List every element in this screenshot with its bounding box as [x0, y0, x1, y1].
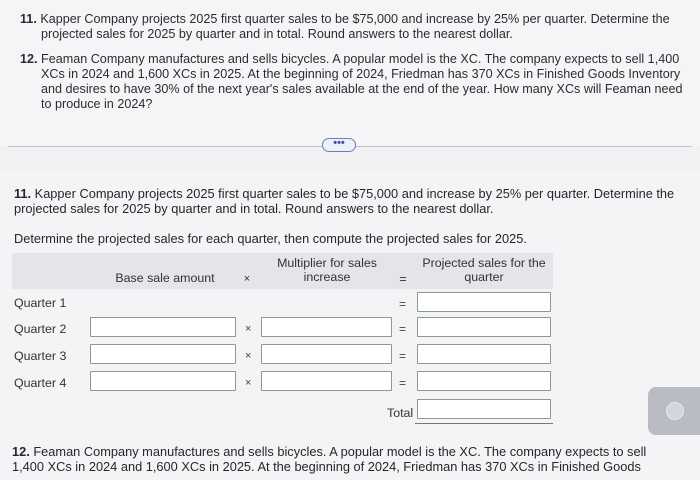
row-label-quarter-4: Quarter 4: [14, 376, 67, 390]
row-label-quarter-2: Quarter 2: [14, 322, 67, 336]
header-base-amount: Base sale amount: [115, 271, 215, 285]
quarter-4-base-input[interactable]: [90, 371, 236, 391]
equals-sign: =: [399, 376, 407, 390]
times-sign: ×: [245, 377, 252, 389]
quarter-4-multiplier-input[interactable]: [261, 371, 392, 391]
header-multiplier: Multiplier for sales increase: [277, 256, 377, 284]
total-projected-input[interactable]: [417, 399, 551, 419]
question-number: 12.: [20, 52, 38, 66]
equals-sign: =: [399, 349, 407, 363]
quarter-3-multiplier-input[interactable]: [261, 344, 392, 364]
question-12-top: [20, 52, 690, 112]
circle-icon: [666, 402, 684, 420]
header-equals: =: [399, 272, 407, 286]
question-number: 12.: [12, 444, 30, 459]
quarter-2-projected-input[interactable]: [417, 317, 551, 337]
question-text: Kapper Company projects 2025 first quarter sales to be $75,000 and increase by 25% per quarter. Determine the projected sales for 2025 by quarter and in total. Round answers to the nearest dollar.: [40, 12, 670, 41]
total-label: Total: [387, 406, 414, 420]
expand-more-button[interactable]: •••: [322, 138, 356, 152]
quarter-2-base-input[interactable]: [90, 317, 236, 337]
row-label-quarter-3: Quarter 3: [14, 349, 67, 363]
equals-sign: =: [399, 297, 407, 311]
question-11-panel: [14, 186, 694, 216]
quarter-2-multiplier-input[interactable]: [261, 317, 392, 337]
times-sign: ×: [245, 350, 252, 362]
equals-sign: =: [399, 322, 407, 336]
question-number: 11.: [14, 186, 32, 201]
row-label-quarter-1: Quarter 1: [14, 296, 67, 310]
quarter-1-projected-input[interactable]: [417, 292, 551, 312]
question-text: Feaman Company manufactures and sells bicycles. A popular model is the XC. The company expects to sell 1,400 XCs in 2024 and 1,600 XCs in 2025. At the beginning of 2024, Friedman has 370 XCs in Finished Goods: [12, 444, 647, 474]
question-number: 11.: [20, 12, 37, 26]
header-times: ×: [243, 273, 251, 285]
question-11-top: [20, 12, 690, 42]
question-text: Feaman Company manufactures and sells bicycles. A popular model is the XC. The company expects to sell 1,400 XCs in 2024 and 1,600 XCs in 2025. At the beginning of 2024, Friedman has 370 XCs in Finished Goods Inventory and desires to have 30% of the next year's sales available at the end of the year. How many XCs will Feaman need to produce in 2024?: [41, 52, 683, 111]
question-list-top: [0, 0, 700, 146]
quarter-3-projected-input[interactable]: [417, 344, 551, 364]
quarter-3-base-input[interactable]: [90, 344, 236, 364]
question-12-panel: [12, 444, 672, 474]
times-sign: ×: [245, 323, 252, 335]
question-text: Kapper Company projects 2025 first quarter sales to be $75,000 and increase by 25% per quarter. Determine the projected sales for 2025 by quarter and in total. Round answers to the nearest dollar.: [14, 186, 675, 216]
total-double-underline: [415, 423, 553, 424]
header-projected: Projected sales for the quarter: [422, 256, 546, 284]
instruction-text: Determine the projected sales for each quarter, then compute the projected sales for 2025.: [14, 231, 527, 246]
side-action-button[interactable]: [648, 387, 700, 435]
quarter-4-projected-input[interactable]: [417, 371, 551, 391]
